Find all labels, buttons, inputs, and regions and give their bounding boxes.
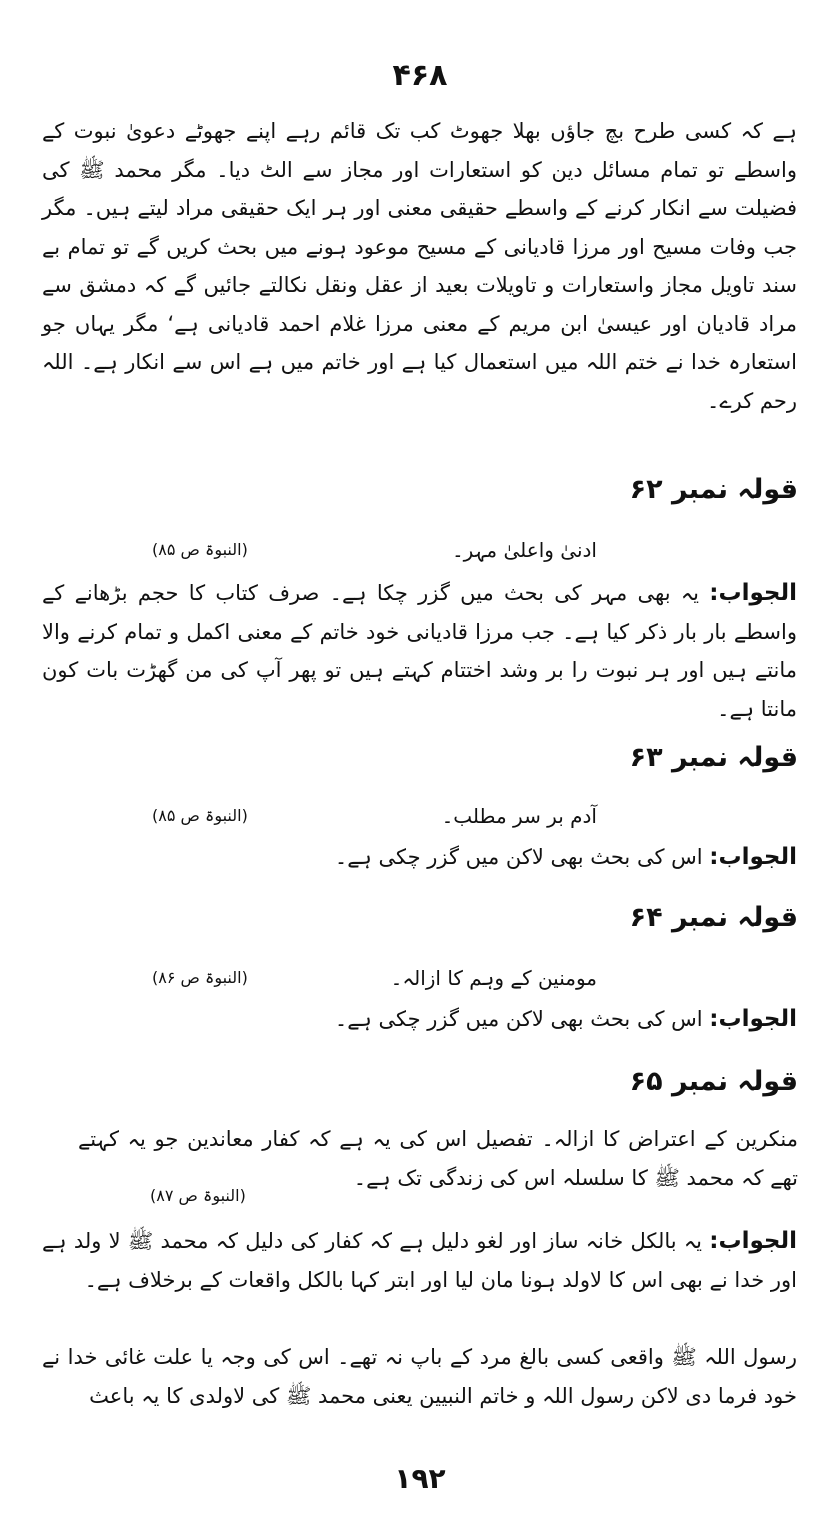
- section-heading-63: قولہ نمبر ۶۳: [629, 742, 798, 773]
- page-number-top: ۴۶۸: [392, 58, 448, 93]
- reference-62: (النبوۃ ص ۸۵): [152, 540, 248, 559]
- intro-paragraph: ہے کہ کسی طرح بچ جاؤں بھلا جھوٹ کب تک قائم رہے اپنے جھوٹے دعویٰ نبوت کے واسطے تو تمام مسائل دین کو استعارات اور مجاز سے الٹ دیا۔ مگر محمد ﷺ کی فضیلت سے انکار کرنے کے واسطے حقیقی معنی اور ہر ایک حقیقی مراد لیتے ہیں۔ مگر جب وفات مسیح اور مرزا قادیانی کے مسیح موعود ہونے میں بحث کریں گے تو تمام بے سند تاویل مجاز واستعارات و تاویلات بعید از عقل ونقل نکالتے جائیں گے کہ دمشق سے مراد قادیان اور عیسیٰ ابن مریم کے معنی مرزا غلام احمد قادیانی ہے‘ مگر یہاں جو استعارہ خدا نے ختم اللہ میں استعمال کیا ہے اور خاتم میں ہے اس سے انکار ہے۔ اللہ رحم کرے۔: [42, 119, 797, 413]
- quote-text-65: منکرین کے اعتراض کا ازالہ۔ تفصیل اس کی یہ ہے کہ کفار معاندین جو یہ کہتے تھے کہ محمد ﷺ کا سلسلہ اس کی زندگی تک ہے۔: [78, 1127, 798, 1190]
- answer-text-64: اس کی بحث بھی لاکن میں گزر چکی ہے۔: [334, 1007, 710, 1031]
- closing-paragraph: رسول اللہ ﷺ واقعی کسی بالغ مرد کے باپ نہ تھے۔ اس کی وجہ یا علت غائی خدا نے خود فرما دی لاکن رسول اللہ و خاتم النبیین یعنی محمد ﷺ کی لاولدی کا یہ باعث: [42, 1345, 797, 1408]
- reference-64: (النبوۃ ص ۸۶): [152, 968, 248, 987]
- answer-label-63: الجواب:: [709, 844, 797, 870]
- answer-62: [42, 574, 797, 728]
- answer-text-65: یہ بالکل خانہ ساز اور لغو دلیل ہے کہ کفار کی دلیل کہ محمد ﷺ لا ولد ہے اور خدا نے بھی اس کا لاولد ہونا مان لیا اور ابتر کہا بالکل واقعات کے برخلاف ہے۔: [42, 1229, 797, 1292]
- reference-65: (النبوۃ ص ۸۷): [150, 1186, 246, 1205]
- quote-text-63: آدم بر سر مطلب۔: [441, 804, 597, 828]
- answer-64: [42, 1000, 797, 1039]
- answer-label-64: الجواب:: [709, 1006, 797, 1032]
- section-heading-62: قولہ نمبر ۶۲: [629, 474, 798, 505]
- section-heading-65: قولہ نمبر ۶۵: [629, 1066, 798, 1097]
- quote-row-64: [42, 958, 772, 998]
- quote-row-63: [42, 796, 772, 836]
- answer-text-63: اس کی بحث بھی لاکن میں گزر چکی ہے۔: [334, 845, 710, 869]
- section-heading-64: قولہ نمبر ۶۴: [629, 902, 798, 933]
- page-number-bottom: ۱۹۲: [394, 1462, 446, 1495]
- reference-63: (النبوۃ ص ۸۵): [152, 806, 248, 825]
- answer-label-65: الجواب:: [709, 1228, 797, 1254]
- quote-text-64: مومنین کے وہم کا ازالہ۔: [390, 966, 597, 990]
- quote-text-62: ادنیٰ واعلیٰ مہر۔: [451, 538, 597, 562]
- quote-row-62: [42, 530, 772, 570]
- answer-63: [42, 838, 797, 877]
- answer-label-62: الجواب:: [709, 580, 797, 606]
- answer-65: [42, 1222, 797, 1299]
- answer-text-62: یہ بھی مہر کی بحث میں گزر چکا ہے۔ صرف کتاب کا حجم بڑھانے کے واسطے بار بار ذکر کیا ہے۔ جب مرزا قادیانی خود خاتم کے معنی اکمل و تمام کرنے والا مانتے ہیں اور ہر نبوت را بر وشد اختتام کہتے ہیں تو پھر آپ کی من گھڑت بات کون مانتا ہے۔: [42, 581, 797, 721]
